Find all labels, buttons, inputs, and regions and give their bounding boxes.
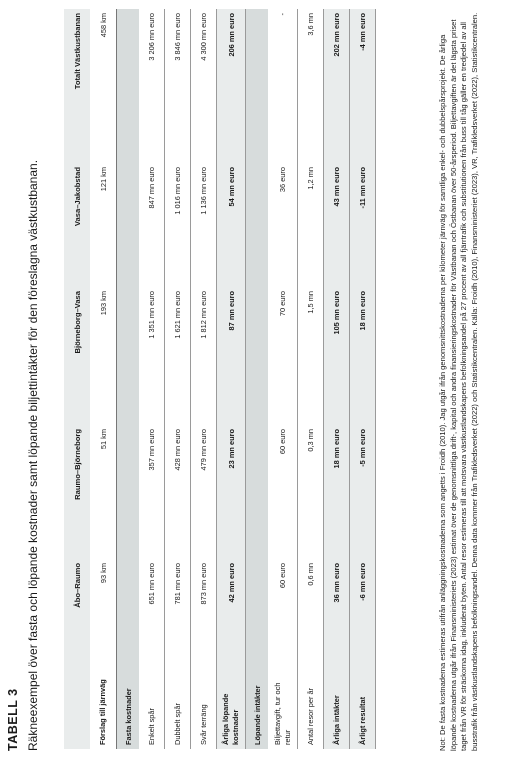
header-cell: Vasa–Jakobstad: [64, 163, 90, 287]
table-cell: 1,2 mn: [298, 163, 324, 287]
table-cell: 3 846 mn euro: [165, 9, 191, 163]
table-cell: 43 mn euro: [324, 163, 350, 287]
cost-table: [64, 9, 376, 749]
table-cell: 206 mn euro: [217, 9, 246, 163]
header-cell: Björneborg–Vasa: [64, 287, 90, 425]
table-cell: -5 mn euro: [350, 425, 376, 559]
table-row-total: [324, 9, 350, 749]
table-cell: 458 km: [90, 9, 117, 163]
row-label: Dubbelt spår: [165, 665, 191, 749]
table-cell: -6 mn euro: [350, 559, 376, 665]
table-cell: 1,5 mn: [298, 287, 324, 425]
table-cell: 202 mn euro: [324, 9, 350, 163]
header-cell: [64, 665, 90, 749]
table-row: [191, 9, 217, 749]
table-cell: 1 016 mn euro: [165, 163, 191, 287]
header-cell: Åbo–Raumo: [64, 559, 90, 665]
table-cell: 1 812 mn euro: [191, 287, 217, 425]
row-label: Antal resor per år: [298, 665, 324, 749]
table-cell: 847 mn euro: [139, 163, 165, 287]
table-cell: 1 621 mn euro: [165, 287, 191, 425]
table-cell: 70 euro: [268, 287, 298, 425]
table-cell: 428 mn euro: [165, 425, 191, 559]
table-cell: 93 km: [90, 559, 117, 665]
row-label: Årliga intäkter: [324, 665, 350, 749]
table-cell: 651 mn euro: [139, 559, 165, 665]
section-heading: Löpande intäkter: [246, 9, 269, 749]
table-cell: -4 mn euro: [350, 9, 376, 163]
table-cell: 357 mn euro: [139, 425, 165, 559]
row-label: Enkelt spår: [139, 665, 165, 749]
row-label: Svår terräng: [191, 665, 217, 749]
table-title: Räkneexempel över fasta och löpande kostnader samt löpande biljettintäkter för den föreslagna västkustbanan.: [26, 159, 40, 751]
table-cell: 479 mn euro: [191, 425, 217, 559]
table-cell: -: [268, 9, 298, 163]
table-row: [298, 9, 324, 749]
header-cell: Raumo–Björneborg: [64, 425, 90, 559]
table-cell: 0,6 mn: [298, 559, 324, 665]
table-cell: 0,3 mn: [298, 425, 324, 559]
table-cell: 3,6 mn: [298, 9, 324, 163]
row-label: Biljettavgift, tur och retur: [268, 665, 298, 749]
table-cell: 87 mn euro: [217, 287, 246, 425]
section-row: [117, 9, 140, 749]
table-cell: 18 mn euro: [324, 425, 350, 559]
table-cell: 51 km: [90, 425, 117, 559]
table-row: [165, 9, 191, 749]
table-cell: 54 mn euro: [217, 163, 246, 287]
table-row: [268, 9, 298, 749]
table-cell: 23 mn euro: [217, 425, 246, 559]
table-cell: 36 mn euro: [324, 559, 350, 665]
table-cell: 105 mn euro: [324, 287, 350, 425]
table-cell: 36 euro: [268, 163, 298, 287]
section-row: [246, 9, 269, 749]
table-cell: 1 351 mn euro: [139, 287, 165, 425]
table-cell: 781 mn euro: [165, 559, 191, 665]
table-row: [90, 9, 117, 749]
header-row: [64, 9, 90, 749]
table-row-total: [350, 9, 376, 749]
table-note: Not: De fasta kostnaderna estimeras utifrån anläggningskostnaderna som angetts i Froidh (2010). Jag utgår ifrån genomsnittskostnaderna per kilometer järnväg för samtliga enkel- och dubbelspårsprojekt. De årliga löpande kostnaderna utgår ifrån Finansministeriets (2023) estimat över de genomsnittliga drift-, kapital och andra finansieringskostnader för Västbanan och Östbanan över 50-årsperiod. Biljettavgiften är det lägsta priset taget från VR för sträckorna idag, inkluderat byten. Antal resor estimeras till att motsvara västkustlandskapens befolkningsandel på 27 procent av all fjärrtrafik och substitutionen från buss till tåg gäller en tredjedel av all busstrafik från västkustlandskapens befolkningsandel. Denna data kommer från Trafikledsverket (2022) och Statistikcentralen. Källa: Froidh (2010), Finansministeriet (2023), VR, Trafikledsverket (2022), Statistikcentralen.: [438, 12, 479, 751]
row-label: Årliga löpande kostnader: [217, 665, 246, 749]
table-cell: 18 mn euro: [350, 287, 376, 425]
table-label: TABELL 3: [6, 688, 20, 751]
row-label: Förslag till järnväg: [90, 665, 117, 749]
table-cell: 60 euro: [268, 559, 298, 665]
table-cell: 873 mn euro: [191, 559, 217, 665]
header-cell: Totalt Västkustbanan: [64, 9, 90, 163]
row-label: Årligt resultat: [350, 665, 376, 749]
table-cell: 1 136 mn euro: [191, 163, 217, 287]
table-cell: 60 euro: [268, 425, 298, 559]
table-cell: 193 km: [90, 287, 117, 425]
section-heading: Fasta kostnader: [117, 9, 140, 749]
table-cell: 4 300 mn euro: [191, 9, 217, 163]
table-cell: 3 206 mn euro: [139, 9, 165, 163]
table-cell: -11 mn euro: [350, 163, 376, 287]
table-cell: 121 km: [90, 163, 117, 287]
table-row-total: [217, 9, 246, 749]
table-row: [139, 9, 165, 749]
table-cell: 42 mn euro: [217, 559, 246, 665]
